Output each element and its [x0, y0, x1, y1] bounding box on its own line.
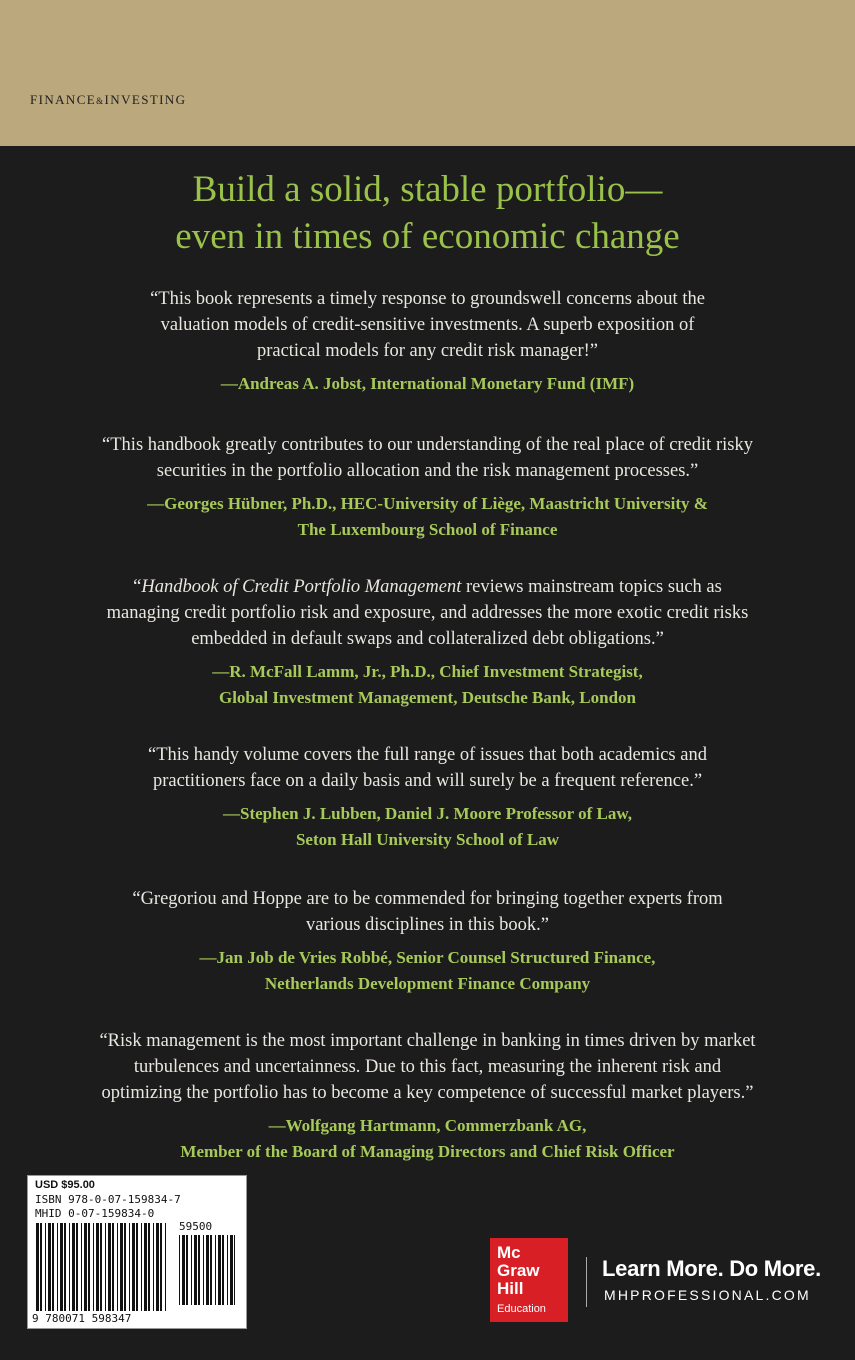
- barcode-bar: [182, 1235, 185, 1305]
- endorsement-quote: “Risk management is the most important challenge in banking in times driven by market turbulences and uncertainness. Due to this fact, measuring the inherent risk and optimizing the portfolio has to become a key competence of successful market players.”: [99, 1031, 756, 1103]
- endorsement-quote: “Gregoriou and Hoppe are to be commended for bringing together experts from various disciplines in this book.”: [132, 889, 723, 935]
- barcode-bar: [132, 1223, 135, 1311]
- publisher-tagline: Learn More. Do More.: [602, 1256, 821, 1281]
- top-band: [0, 0, 855, 146]
- category-label: FINANCE&INVESTING: [30, 92, 187, 107]
- mhid-label: MHID 0-07-159834-0: [35, 1207, 155, 1220]
- barcode-bar: [84, 1223, 87, 1311]
- barcode-bar: [153, 1223, 154, 1311]
- barcode-bar: [227, 1235, 228, 1305]
- barcode-bar: [88, 1223, 90, 1311]
- endorsement: [20, 574, 835, 711]
- barcode-bar: [194, 1235, 197, 1305]
- barcode-bar: [112, 1223, 114, 1311]
- headline: [0, 166, 855, 260]
- endorsement: [20, 432, 835, 543]
- barcode-bar: [206, 1235, 209, 1305]
- barcode-bar: [64, 1223, 66, 1311]
- barcode-bar: [186, 1235, 188, 1305]
- barcode-bar: [76, 1223, 78, 1311]
- endorsement-attribution: —Andreas A. Jobst, International Monetary Fund (IMF): [220, 374, 635, 393]
- endorsement: [20, 1028, 835, 1165]
- endorsement: [20, 286, 835, 397]
- barcode-bar: [69, 1223, 70, 1311]
- barcode-bar: [179, 1235, 180, 1305]
- barcode-bar: [52, 1223, 54, 1311]
- price-barcode: [179, 1235, 235, 1305]
- barcode-bar: [191, 1235, 192, 1305]
- endorsement-quote: “This book represents a timely response to groundswell concerns about the valuation models of credit-sensitive investments. A superb exposition of practical models for any credit risk manager!”: [150, 289, 705, 361]
- headline-line-2: even in times of economic change: [175, 216, 680, 257]
- endorsement-quote: “This handy volume covers the full range of issues that both academics and practitioners face on a daily basis and will surely be a frequent reference.”: [148, 745, 707, 791]
- barcode-bar: [81, 1223, 82, 1311]
- barcode-bar: [165, 1223, 166, 1311]
- headline-line-1: Build a solid, stable portfolio—: [192, 169, 663, 210]
- barcode-bar: [203, 1235, 204, 1305]
- barcode-number: 9 780071 598347: [32, 1312, 132, 1325]
- barcode-bar: [117, 1223, 118, 1311]
- barcode-bar: [222, 1235, 224, 1305]
- barcode-bar: [198, 1235, 200, 1305]
- barcode-bar: [36, 1223, 39, 1311]
- barcode-bar: [218, 1235, 221, 1305]
- barcode-bar: [57, 1223, 58, 1311]
- barcode-bar: [40, 1223, 42, 1311]
- barcode-bar: [93, 1223, 94, 1311]
- mcgraw-hill-logo: Mc Graw Hill Education: [490, 1238, 568, 1322]
- barcode-bar: [144, 1223, 147, 1311]
- barcode-bar: [100, 1223, 102, 1311]
- endorsement-attribution: —Wolfgang Hartmann, Commerzbank AG, Member of the Board of Managing Directors and Chief Risk Officer: [180, 1116, 675, 1161]
- endorsement-attribution: —Georges Hübner, Ph.D., HEC-University of Liège, Maastricht University & The Luxembourg School of Finance: [147, 494, 708, 539]
- barcode-bar: [120, 1223, 123, 1311]
- barcode-bar: [230, 1235, 233, 1305]
- barcode-bar: [156, 1223, 159, 1311]
- barcode-bar: [45, 1223, 46, 1311]
- endorsement-quote: “This handbook greatly contributes to our understanding of the real place of credit risky securities in the portfolio allocation and the risk management processes.”: [102, 435, 753, 481]
- barcode-bar: [108, 1223, 111, 1311]
- endorsement-attribution: —R. McFall Lamm, Jr., Ph.D., Chief Investment Strategist, Global Investment Management, Deutsche Bank, London: [212, 662, 643, 707]
- barcode-box: [27, 1175, 247, 1329]
- endorsement-quote: “Handbook of Credit Portfolio Management reviews mainstream topics such as managing credit portfolio risk and exposure, and addresses the more exotic credit risks embedded in default swaps and collateralized debt obligations.”: [106, 577, 749, 649]
- price-code: 59500: [179, 1220, 213, 1233]
- barcode-bar: [105, 1223, 106, 1311]
- barcode-bar: [60, 1223, 63, 1311]
- price-label: USD $95.00: [35, 1179, 95, 1191]
- ean-barcode: [36, 1223, 168, 1311]
- book-title: Handbook of Credit Portfolio Management: [141, 577, 462, 597]
- barcode-bar: [215, 1235, 216, 1305]
- barcode-bar: [96, 1223, 99, 1311]
- divider: [586, 1257, 587, 1307]
- barcode-bar: [160, 1223, 162, 1311]
- barcode-bar: [48, 1223, 51, 1311]
- barcode-bar: [148, 1223, 150, 1311]
- barcode-bar: [210, 1235, 212, 1305]
- endorsement: [20, 742, 835, 853]
- endorsement: [20, 886, 835, 997]
- endorsement-attribution: —Jan Job de Vries Robbé, Senior Counsel Structured Finance, Netherlands Development Finance Company: [199, 948, 656, 993]
- barcode-bar: [141, 1223, 142, 1311]
- endorsement-attribution: —Stephen J. Lubben, Daniel J. Moore Professor of Law, Seton Hall University School of Law: [223, 804, 632, 849]
- publisher-website[interactable]: MHPROFESSIONAL.COM: [604, 1287, 811, 1303]
- barcode-bar: [72, 1223, 75, 1311]
- isbn-label: ISBN 978-0-07-159834-7: [35, 1193, 181, 1206]
- barcode-bar: [234, 1235, 235, 1305]
- barcode-bar: [124, 1223, 126, 1311]
- barcode-bar: [129, 1223, 130, 1311]
- barcode-bar: [136, 1223, 138, 1311]
